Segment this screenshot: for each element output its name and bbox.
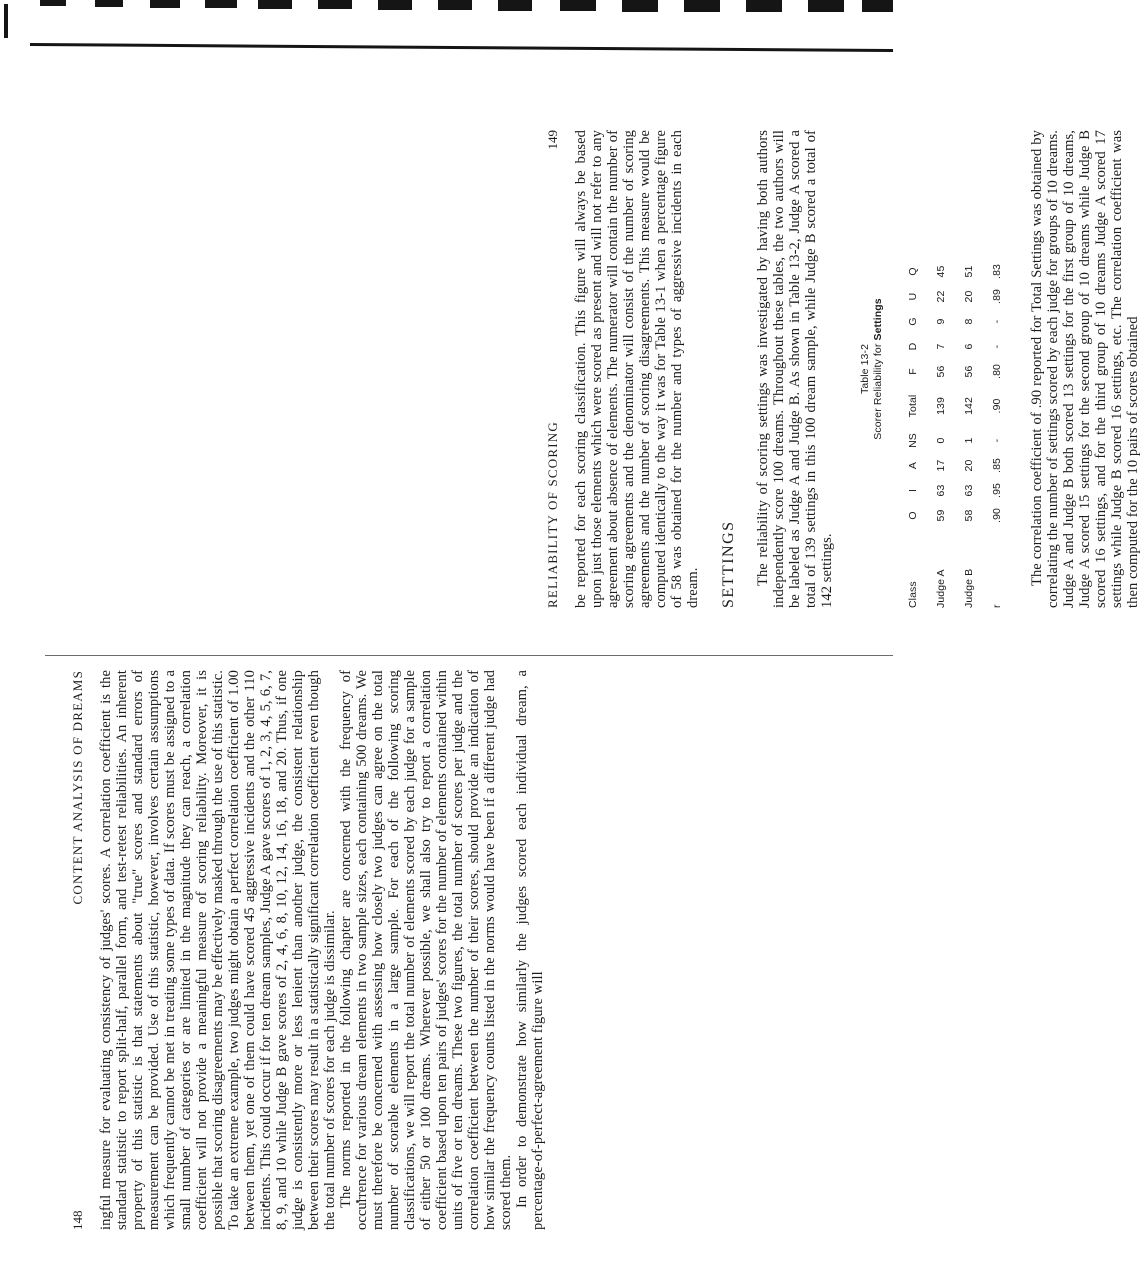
table-cell: .89 bbox=[991, 289, 1003, 304]
table-cell: 20 bbox=[963, 290, 975, 303]
column-header: A bbox=[907, 461, 919, 470]
table-title-prefix: Scorer Reliability for bbox=[872, 343, 884, 440]
body-paragraph: The norms reported in the following chapter are concerned with the frequency of occurrence for various dream elements in two sample sizes, each containing 500 dreams. We must therefore be concerned with assessing how closely two judges can agree on the total number of scorable elements in a large sample. For each of the following scoring classifications, we will report the total number of elements scored by each judge for a sample of either 50 or 100 dreams. Wherever possible, we shall also try to report a correlation coefficient based upon ten pairs of judges' scores for the number of elements contained within units of five or ten dreams. These two figures, the total number of scores per judge and the correlation coefficient between the number of their scores, should provide an indication of how similar the frequency counts listed in the norms would have been if a different judge had scored them. bbox=[338, 670, 514, 1230]
row-label: r bbox=[991, 604, 1003, 608]
table-cell: - bbox=[991, 438, 1003, 443]
table-cell: 0 bbox=[935, 437, 947, 444]
binding-dash bbox=[560, 0, 596, 11]
body-paragraph: The reliability of scoring settings was investigated by having both authors independently score 100 dreams. Throughout these tables, the two authors will be labeled as Judge A and Judge B. As shown in Table 13-2, Judge A scored a total of 139 settings in this 100 dream sample, while Judge B scored a total of 142 settings. bbox=[755, 130, 835, 608]
table-cell: 139 bbox=[935, 397, 947, 415]
binding-dash bbox=[150, 0, 180, 8]
binding-dash bbox=[746, 0, 782, 12]
body-paragraph: be reported for each scoring classification. This figure will always be based upon just those elements which were scored as present and will not refer to any agreement about absence of elements. The numerator will contain the number of scoring agreements and the denominator will consist of the number of scoring agreements and the number of scoring disagreements. This measure would be computed identically to the way it was for Table 13-1 when a percentage figure of 58 was obtained for the number and types of aggressive incidents in each dream. bbox=[573, 130, 701, 608]
table-cell: 63 bbox=[963, 484, 975, 497]
left-running-head bbox=[70, 670, 98, 1230]
table-cell: .80 bbox=[991, 364, 1003, 379]
column-header: Total bbox=[907, 394, 919, 418]
table-cell: 6 bbox=[963, 343, 975, 350]
binding-dash bbox=[862, 0, 893, 12]
binding-dash bbox=[258, 0, 292, 9]
row-label: Judge A bbox=[935, 569, 947, 608]
table-cell: 1 bbox=[963, 437, 975, 444]
column-header: Q bbox=[907, 267, 919, 276]
binding-dash bbox=[318, 0, 352, 9]
left-page bbox=[70, 670, 546, 1230]
table-cell: 9 bbox=[935, 318, 947, 325]
table-cell: .85 bbox=[991, 458, 1003, 473]
binding-dash bbox=[378, 0, 412, 10]
running-head-title: CONTENT ANALYSIS OF DREAMS bbox=[70, 670, 85, 905]
table-13-2 bbox=[859, 130, 1011, 608]
right-running-head bbox=[545, 130, 573, 608]
table-cell: 51 bbox=[963, 265, 975, 278]
binding-edge-mark bbox=[4, 4, 8, 38]
table-cell: 63 bbox=[935, 484, 947, 497]
column-header: Class bbox=[907, 581, 919, 608]
table-cell: - bbox=[991, 344, 1003, 349]
running-head-title: RELIABILITY OF SCORING bbox=[545, 421, 560, 608]
table-cell: 17 bbox=[935, 459, 947, 472]
table-cell: .90 bbox=[991, 508, 1003, 523]
table-cell: .83 bbox=[991, 264, 1003, 279]
table-cell: - bbox=[991, 319, 1003, 324]
column-header: NS bbox=[907, 433, 919, 448]
table-cell: 59 bbox=[935, 509, 947, 522]
page-gutter bbox=[45, 655, 893, 656]
table-cell: 56 bbox=[963, 365, 975, 378]
table-cell: 45 bbox=[935, 265, 947, 278]
table-cell: .90 bbox=[991, 398, 1003, 414]
table-row bbox=[927, 259, 955, 608]
binding-dash bbox=[808, 0, 844, 12]
table-cell: 8 bbox=[963, 318, 975, 325]
body-paragraph: The correlation coefficient of .90 reported for Total Settings was obtained by correlating the number of settings scored by each judge for groups of 10 dreams. Judge A and Judge B both scored 13 settings for the first group of 10 dreams, Judge A scored 15 settings for the second group of 10 dreams while Judge B scored 16 settings, and for the third group of 10 dreams Judge A scored 17 settings while Judge B scored 16 settings, etc. The correlation coefficient was then computed for the 10 pairs of scores obtained bbox=[1029, 130, 1141, 608]
body-paragraph: ingful measure for evaluating consistency of judges' scores. A correlation coefficient is the standard statistic to report split-half, parallel form, and test-retest reliabilities. An inherent property of this statistic is that statements about "true" scores and standard errors of measurement can be provided. Use of this statistic, however, involves certain assumptions which frequently cannot be met in treating some types of data. If scores must be assigned to a small number of categories or are limited in the magnitude they can reach, a correlation coefficient will not provide a meaningful measure of scoring reliability. Moreover, it is possible that scoring disagreements may be effectively masked through the use of this statistic. To take an extreme example, two judges might obtain a perfect correlation coefficient of 1.00 between them, yet one of them could have scored 45 aggressive incidents and the other 110 incidents. This could occur if for ten dream samples, Judge A gave scores of 1, 2, 3, 4, 5, 6, 7, 8, 9, and 10 while Judge B gave scores of 2, 4, 6, 8, 10, 12, 14, 16, 18, and 20. Thus, if one judge is consistently more or less lenient than another judge, the consistent relationship between their scores may result in a statistically significant correlation coefficient even though the total number of scores for each judge is dissimilar. bbox=[98, 670, 338, 1230]
binding-dash bbox=[498, 0, 532, 11]
table-cell: 22 bbox=[935, 290, 947, 303]
section-heading-settings: SETTINGS bbox=[720, 520, 737, 608]
page-edge-shadow bbox=[30, 43, 893, 52]
binding-dash bbox=[684, 0, 720, 12]
table-title-bold: Settings bbox=[872, 298, 884, 341]
table-caption bbox=[859, 130, 885, 608]
binding-dash bbox=[95, 0, 123, 7]
table-cell: .95 bbox=[991, 483, 1003, 498]
row-label: Judge B bbox=[963, 568, 975, 608]
column-header: F bbox=[907, 368, 919, 375]
binding-dash bbox=[622, 0, 658, 12]
column-header: O bbox=[907, 511, 919, 520]
table-row bbox=[955, 259, 983, 608]
reliability-table bbox=[899, 259, 1011, 608]
table-cell: 142 bbox=[963, 397, 975, 415]
binding-dash bbox=[40, 0, 66, 6]
table-cell: 56 bbox=[935, 365, 947, 378]
column-header: D bbox=[907, 342, 919, 351]
table-cell: 58 bbox=[963, 509, 975, 522]
binding-dash bbox=[438, 0, 472, 10]
right-page bbox=[545, 130, 1141, 608]
table-title bbox=[872, 130, 885, 608]
column-header: U bbox=[907, 292, 919, 301]
table-header-row bbox=[899, 259, 927, 608]
column-header: I bbox=[907, 488, 919, 493]
table-row bbox=[983, 259, 1011, 608]
body-paragraph: In order to demonstrate how similarly the judges scored each individual dream, a percentage-of-perfect-agreement figure will bbox=[514, 670, 546, 1230]
table-cell: 7 bbox=[935, 343, 947, 350]
column-header: G bbox=[907, 317, 919, 326]
table-cell: 20 bbox=[963, 459, 975, 472]
page-number-148: 148 bbox=[70, 1210, 85, 1230]
page-number-149: 149 bbox=[545, 130, 560, 150]
table-number: Table 13-2 bbox=[859, 343, 871, 395]
binding-dash bbox=[205, 0, 237, 8]
